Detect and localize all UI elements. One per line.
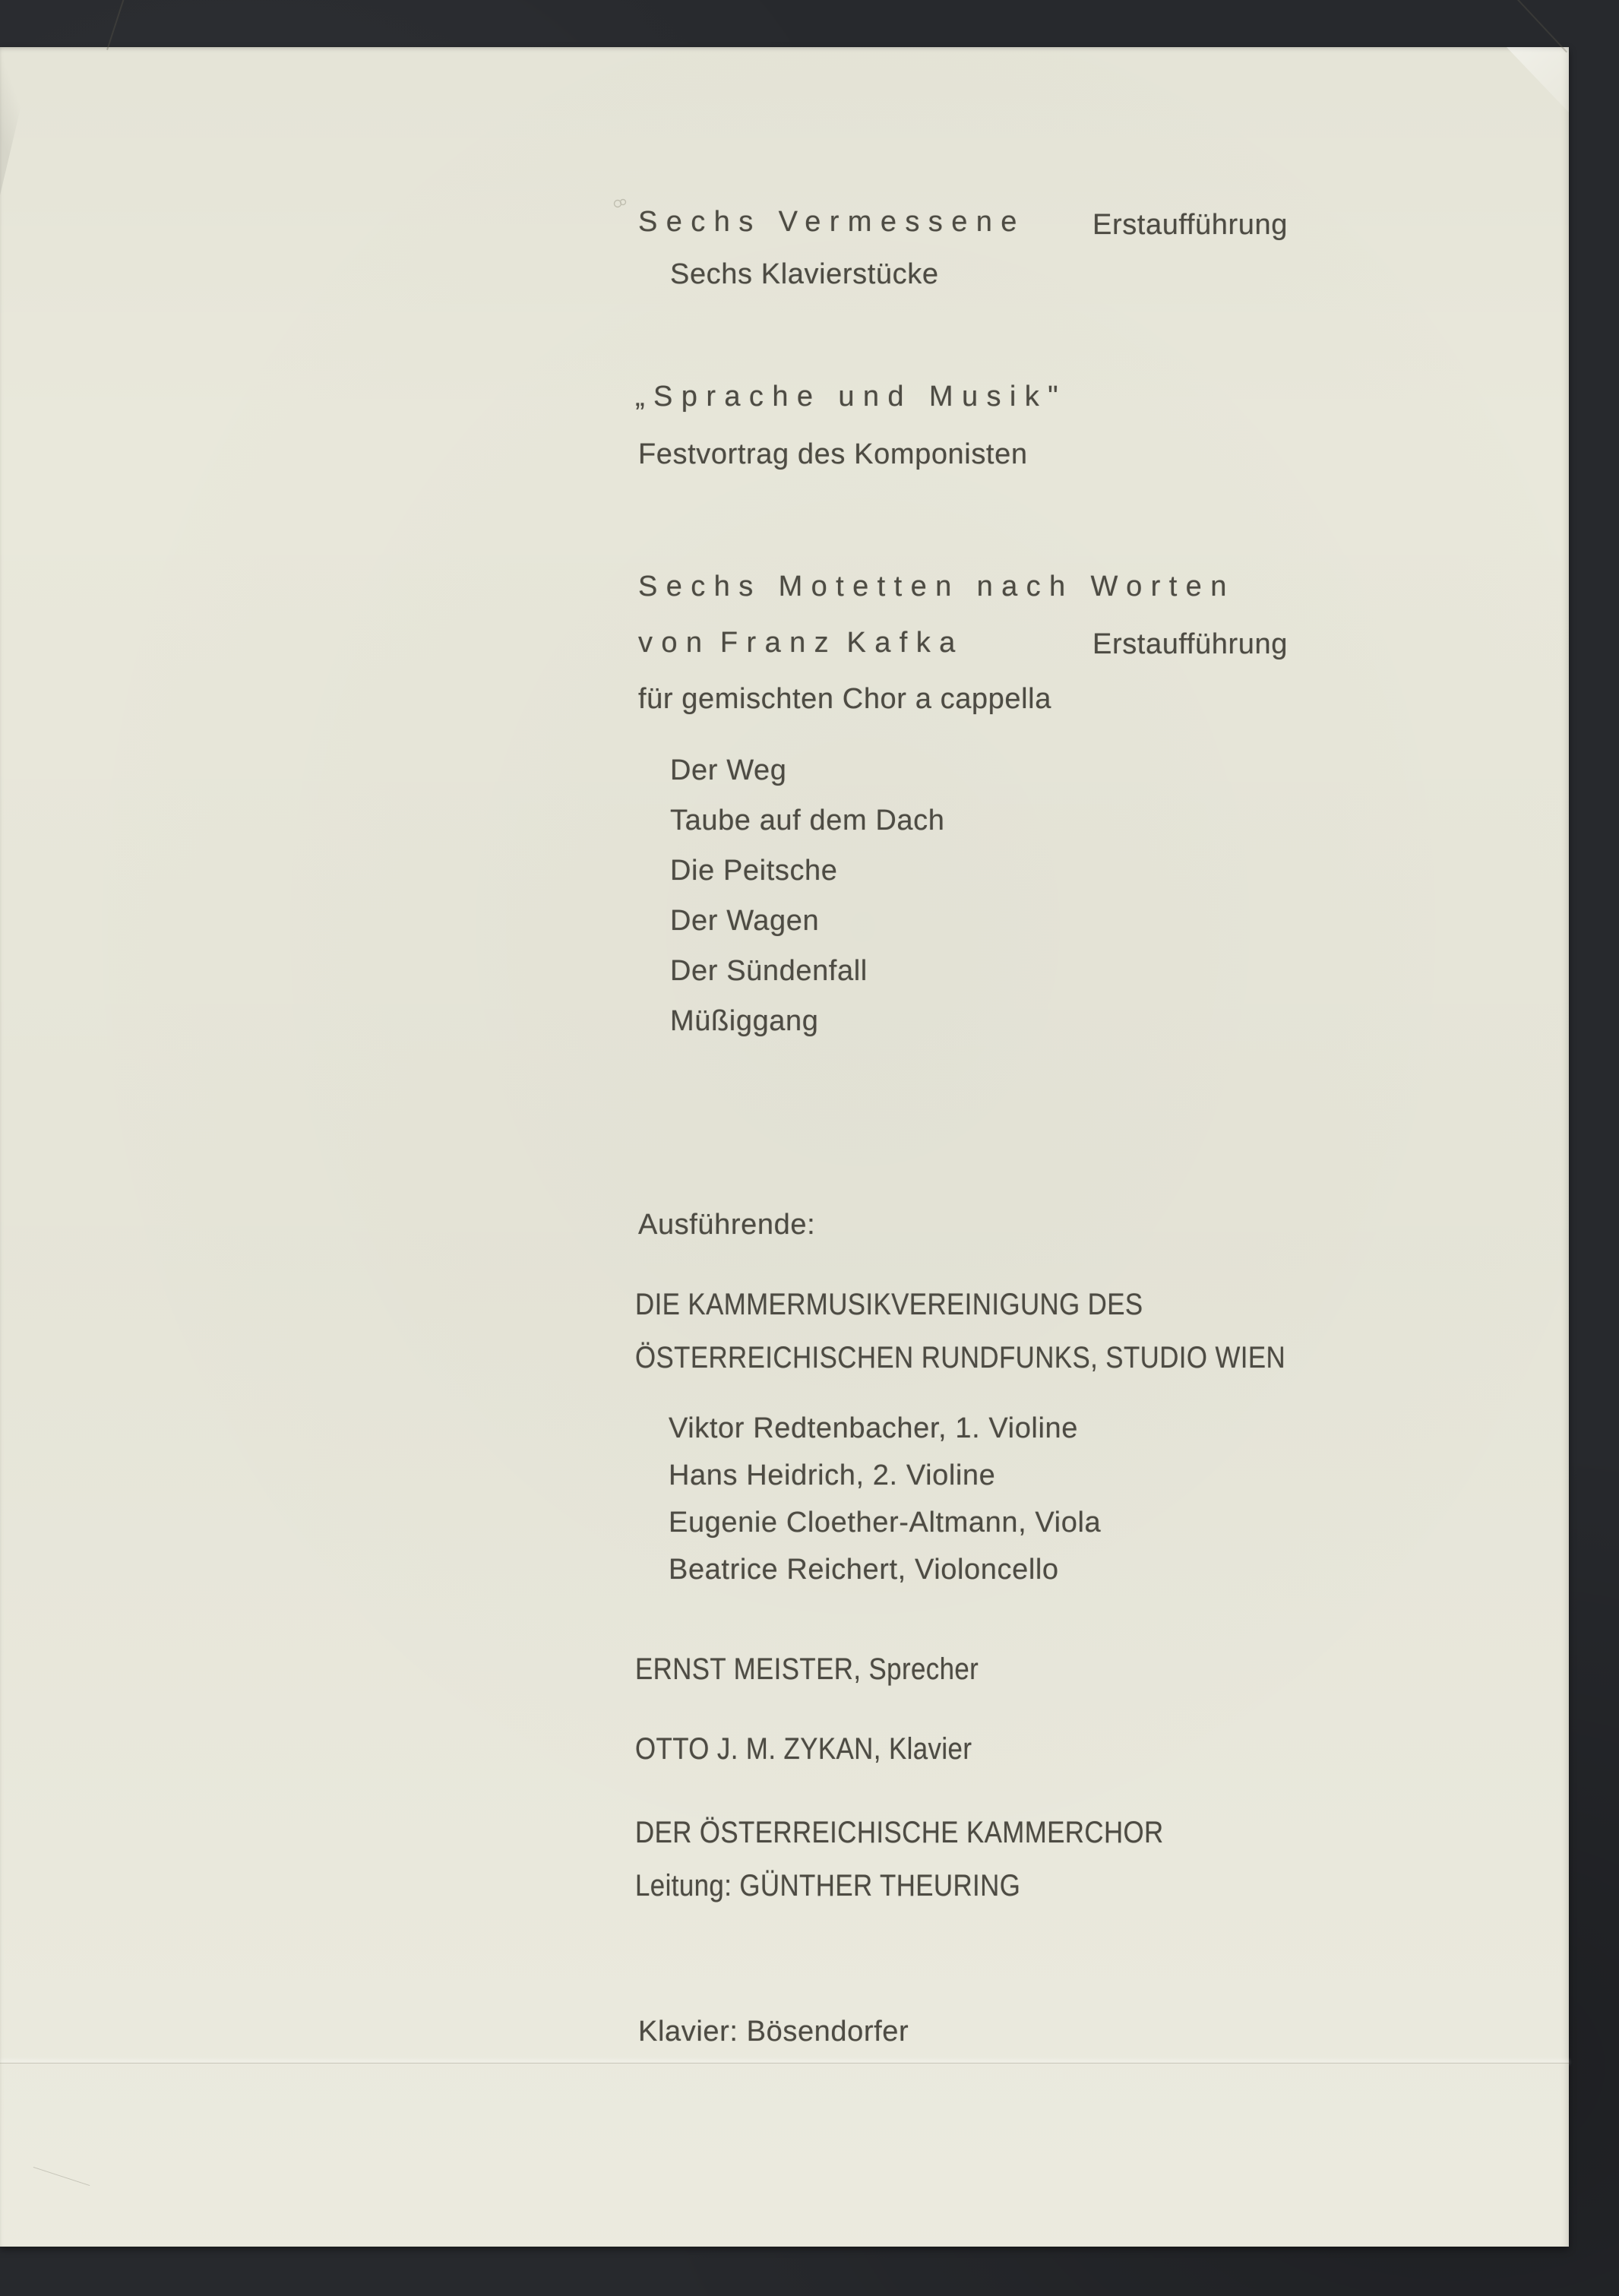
ensemble-member: Beatrice Reichert, Violoncello xyxy=(669,1554,1059,1586)
speaker-credit: ERNST MEISTER, Sprecher xyxy=(635,1652,979,1686)
paper-blemish-mark xyxy=(612,198,629,213)
work1-subtitle: Sechs Klavierstücke xyxy=(670,258,939,290)
program-page xyxy=(0,47,1569,2247)
work2-title: „Sprache und Musik" xyxy=(635,381,1067,413)
movement-item: Der Weg xyxy=(670,754,787,786)
small-crease-bottom-left xyxy=(33,2167,90,2186)
corner-shade-top-left xyxy=(0,47,35,195)
movement-item: Der Sündenfall xyxy=(670,955,868,987)
choir-director-credit: Leitung: GÜNTHER THEURING xyxy=(635,1869,1021,1902)
work3-title-line1: Sechs Motetten nach Worten xyxy=(638,571,1235,602)
work1-title: Sechs Vermessene xyxy=(638,206,1026,238)
ensemble-name-line1: DIE KAMMERMUSIKVEREINIGUNG DES xyxy=(635,1288,1143,1321)
work3-subtitle: für gemischten Chor a cappella xyxy=(638,683,1051,715)
work2-subtitle: Festvortrag des Komponisten xyxy=(638,438,1028,470)
piano-brand-note: Klavier: Bösendorfer xyxy=(638,2016,909,2048)
performers-heading: Ausführende: xyxy=(638,1209,816,1241)
work3-premiere-label: Erstaufführung xyxy=(1093,628,1288,660)
movement-item: Müßiggang xyxy=(670,1005,819,1037)
work1-premiere-label: Erstaufführung xyxy=(1093,209,1288,241)
fold-crease-top-left xyxy=(107,0,141,50)
choir-credit: DER ÖSTERREICHISCHE KAMMERCHOR xyxy=(635,1816,1164,1849)
movement-item: Die Peitsche xyxy=(670,855,838,887)
movement-item: Taube auf dem Dach xyxy=(670,805,945,836)
ensemble-name-line2: ÖSTERREICHISCHEN RUNDFUNKS, STUDIO WIEN xyxy=(635,1341,1286,1374)
ensemble-member: Viktor Redtenbacher, 1. Violine xyxy=(669,1412,1078,1444)
ensemble-member: Eugenie Cloether-Altmann, Viola xyxy=(669,1507,1102,1539)
movement-item: Der Wagen xyxy=(670,905,820,937)
dogear-corner-top-right xyxy=(1507,47,1569,112)
work3-title-line2: von Franz Kafka xyxy=(638,627,964,659)
horizontal-paper-crease xyxy=(0,2063,1569,2067)
ensemble-member: Hans Heidrich, 2. Violine xyxy=(669,1460,996,1491)
dogear-crease-line xyxy=(1510,0,1567,52)
pianist-credit: OTTO J. M. ZYKAN, Klavier xyxy=(635,1732,972,1766)
